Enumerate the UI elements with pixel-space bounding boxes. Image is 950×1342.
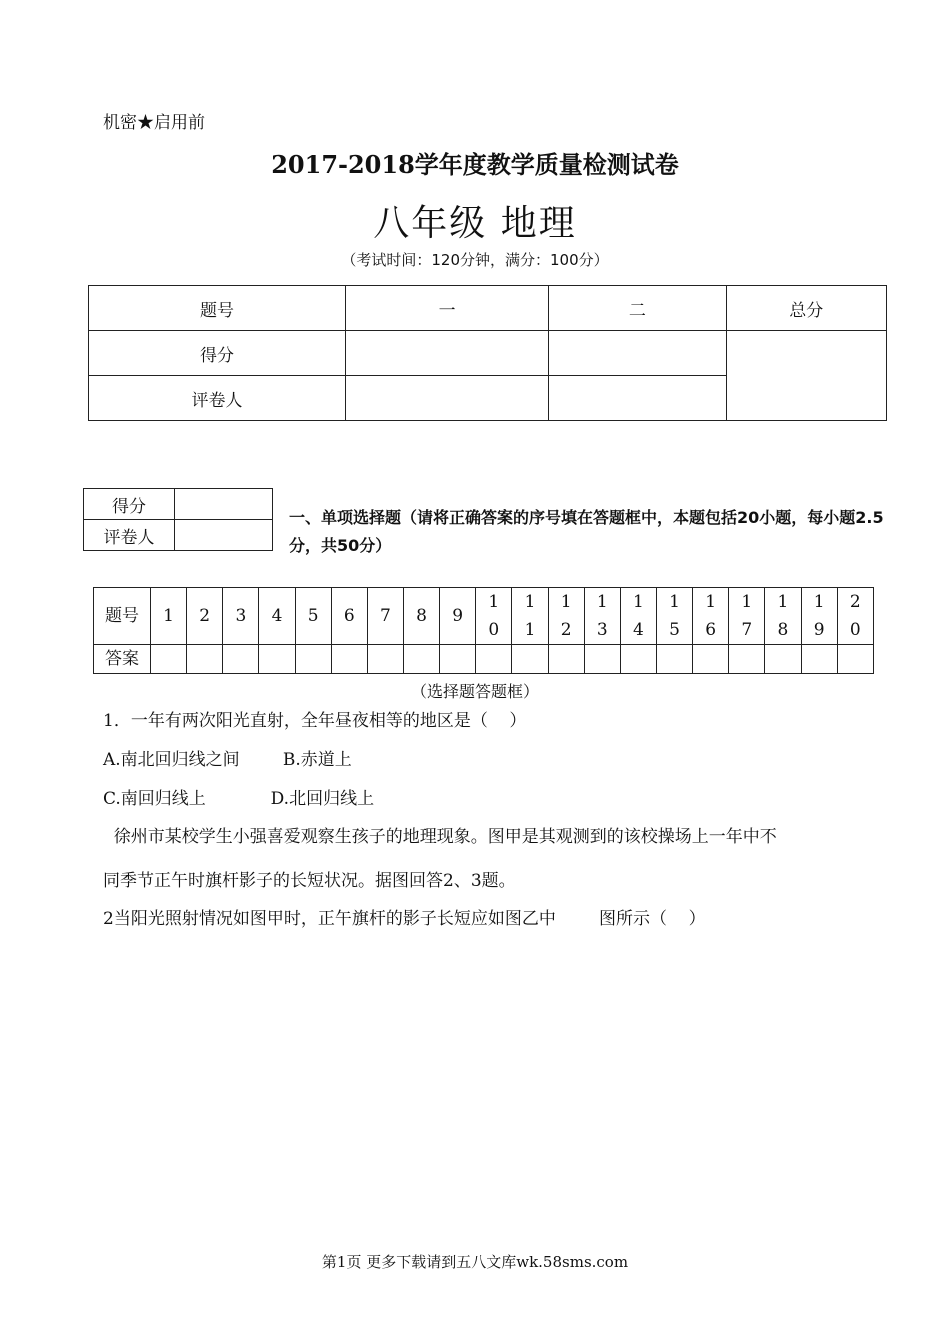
question-number-cell: 7 xyxy=(367,588,403,645)
answer-cell[interactable] xyxy=(584,645,620,674)
exam-title: 2017-2018学年度教学质量检测试卷 xyxy=(271,150,679,179)
answer-cell[interactable] xyxy=(331,645,367,674)
exam-subject: 八年级 地理 xyxy=(373,203,577,244)
question-number-cell: 1 4 xyxy=(620,588,656,645)
question-number-cell: 9 xyxy=(440,588,476,645)
question-number-cell: 5 xyxy=(295,588,331,645)
score-table-row-grader: 评卷人 xyxy=(89,376,346,421)
answer-cell[interactable] xyxy=(476,645,512,674)
question-number-cell: 1 6 xyxy=(693,588,729,645)
question-2: 2当阳光照射情况如图甲时，正午旗杆的影子长短应如图乙中 图所示（ ） xyxy=(103,909,706,929)
answer-cell[interactable] xyxy=(620,645,656,674)
mini-score-cell[interactable] xyxy=(175,489,273,520)
question-number-cell: 4 xyxy=(259,588,295,645)
score-table-header-number: 题号 xyxy=(89,286,346,331)
mini-table-row-score: 得分 xyxy=(84,489,175,520)
question-number-cell: 1 0 xyxy=(476,588,512,645)
score-cell[interactable] xyxy=(549,331,726,376)
answer-cell[interactable] xyxy=(295,645,331,674)
answer-cell[interactable] xyxy=(367,645,403,674)
answer-cell[interactable] xyxy=(440,645,476,674)
score-table-row-score: 得分 xyxy=(89,331,346,376)
answer-cell[interactable] xyxy=(223,645,259,674)
mini-grader-cell[interactable] xyxy=(175,520,273,551)
answer-cell[interactable] xyxy=(729,645,765,674)
question-number-cell: 1 7 xyxy=(729,588,765,645)
score-cell[interactable] xyxy=(346,331,549,376)
question-number-cell: 2 xyxy=(187,588,223,645)
question-number-cell: 1 1 xyxy=(512,588,548,645)
question-number-cell: 6 xyxy=(331,588,367,645)
answer-cell[interactable] xyxy=(801,645,837,674)
section-score-table xyxy=(83,488,273,551)
answer-grid-number-label: 题号 xyxy=(94,588,151,645)
answer-cell[interactable] xyxy=(187,645,223,674)
answer-cell[interactable] xyxy=(693,645,729,674)
passage-line-2: 同季节正午时旗杆影子的长短状况。据图回答2、3题。 xyxy=(103,871,516,891)
score-summary-table xyxy=(88,285,887,421)
page-footer: 第1页 更多下载请到五八文库wk.58sms.com xyxy=(321,1253,629,1271)
passage-line-1: 徐州市某校学生小强喜爱观察生孩子的地理现象。图甲是其观测到的该校操场上一年中不 xyxy=(103,827,777,847)
question-1: 1．一年有两次阳光直射，全年昼夜相等的地区是（ ） xyxy=(103,711,527,731)
answer-cell[interactable] xyxy=(259,645,295,674)
question-1-options-cd: C.南回归线上 D.北回归线上 xyxy=(103,789,375,809)
question-number-cell: 3 xyxy=(223,588,259,645)
question-number-cell: 1 2 xyxy=(548,588,584,645)
question-number-cell: 2 0 xyxy=(837,588,873,645)
confidential-label: 机密★启用前 xyxy=(103,113,205,133)
question-number-cell: 1 3 xyxy=(584,588,620,645)
question-number-cell: 8 xyxy=(403,588,439,645)
question-number-cell: 1 xyxy=(151,588,187,645)
question-1-options-ab: A.南北回归线之间 B.赤道上 xyxy=(103,750,352,770)
answer-grid-caption: （选择题答题框） xyxy=(410,682,539,701)
score-table-header-part2: 二 xyxy=(549,286,726,331)
answer-cell[interactable] xyxy=(837,645,873,674)
score-table-header-part1: 一 xyxy=(346,286,549,331)
exam-time-info: （考试时间：120分钟，满分：100分） xyxy=(341,251,609,269)
question-number-cell: 1 5 xyxy=(656,588,692,645)
question-number-cell: 1 9 xyxy=(801,588,837,645)
answer-cell[interactable] xyxy=(656,645,692,674)
section-heading: 一、单项选择题（请将正确答案的序号填在答题框中，本题包括20小题，每小题2.5分，共50分） xyxy=(289,508,884,555)
answer-cell[interactable] xyxy=(151,645,187,674)
mini-table-row-grader: 评卷人 xyxy=(84,520,175,551)
answer-cell[interactable] xyxy=(548,645,584,674)
answer-cell[interactable] xyxy=(403,645,439,674)
answer-cell[interactable] xyxy=(512,645,548,674)
total-score-cell[interactable] xyxy=(726,331,886,421)
answer-grid xyxy=(93,587,874,674)
grader-cell[interactable] xyxy=(346,376,549,421)
question-number-cell: 1 8 xyxy=(765,588,801,645)
score-table-header-total: 总分 xyxy=(726,286,886,331)
answer-grid-answer-label: 答案 xyxy=(94,645,151,674)
answer-cell[interactable] xyxy=(765,645,801,674)
grader-cell[interactable] xyxy=(549,376,726,421)
